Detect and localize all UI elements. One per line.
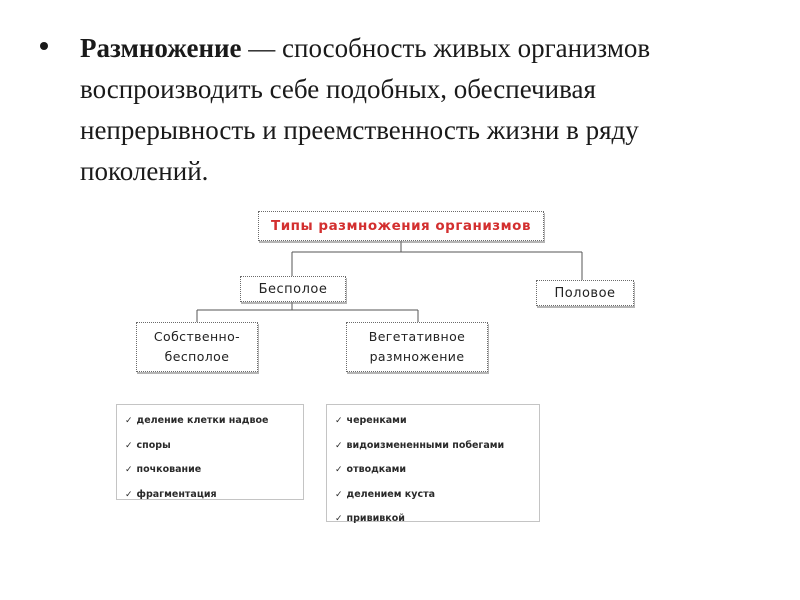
- asexual-box: [240, 276, 346, 302]
- proper-asexual-label-line2: бесполое: [164, 349, 230, 364]
- vegetative-box: [346, 322, 488, 372]
- sexual-box: [536, 280, 634, 306]
- check-icon: ✓: [335, 465, 343, 475]
- proper-asexual-label-line1: Собственно-: [153, 329, 241, 344]
- root-box: [258, 211, 544, 241]
- vegetative-methods-list: [326, 404, 540, 522]
- list-item: ✓ прививкой: [335, 513, 405, 524]
- check-icon: ✓: [125, 465, 133, 475]
- vegetative-label-line2: размножение: [369, 349, 465, 364]
- list-item: ✓ видоизмененными побегами: [335, 439, 505, 451]
- list-item: ✓ почкование: [125, 464, 202, 475]
- asexual-label: Бесполое: [258, 281, 328, 297]
- check-icon: ✓: [125, 416, 133, 426]
- proper-asexual-methods-list: [116, 404, 304, 500]
- list-item: ✓ деление клетки надвое: [125, 415, 269, 426]
- vegetative-label-line1: Вегетативное: [368, 329, 466, 344]
- root-label: Типы размножения организмов: [271, 218, 531, 234]
- list-item: ✓ фрагментация: [125, 488, 217, 500]
- list-item: ✓ споры: [125, 439, 171, 451]
- definition: — способность живых организмов воспроизводить себе подобных, обеспечивая непрерывность и преемственность жизни в ряду поколений.: [80, 33, 651, 186]
- term: Размножение: [80, 33, 242, 63]
- list-item: ✓ черенками: [335, 415, 407, 426]
- proper-asexual-box: [136, 322, 258, 372]
- check-icon: ✓: [335, 440, 343, 451]
- check-icon: ✓: [125, 440, 133, 451]
- check-icon: ✓: [335, 514, 343, 524]
- check-icon: ✓: [335, 416, 343, 426]
- check-icon: ✓: [335, 489, 343, 500]
- list-item: ✓ делением куста: [335, 488, 435, 500]
- list-item: ✓ отводками: [335, 464, 407, 475]
- sexual-label: Половое: [554, 285, 616, 301]
- check-icon: ✓: [125, 489, 133, 500]
